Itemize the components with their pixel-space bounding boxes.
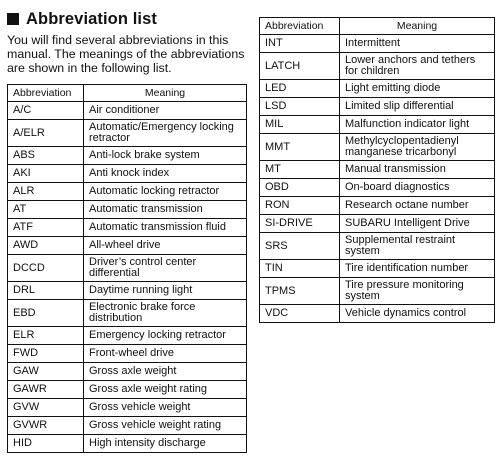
table-row [8, 417, 247, 435]
abbreviation-cell: TIN [260, 260, 340, 278]
table-row [8, 300, 247, 327]
table-row [8, 282, 247, 300]
abbreviation-cell: LATCH [260, 53, 340, 80]
meaning-cell: Automatic locking retractor [84, 183, 247, 201]
table-row [260, 80, 495, 98]
abbreviation-cell: GVWR [8, 417, 84, 435]
abbreviation-cell: MT [260, 161, 340, 179]
meaning-cell: Supplemental restraint system [340, 233, 495, 260]
meaning-cell: Driver’s control center differential [84, 255, 247, 282]
meaning-cell: Tire identification number [340, 260, 495, 278]
meaning-column-header: Meaning [84, 85, 247, 102]
table-row [8, 255, 247, 282]
abbreviation-cell: SRS [260, 233, 340, 260]
meaning-cell: Gross vehicle weight rating [84, 417, 247, 435]
abbreviation-cell: MIL [260, 116, 340, 134]
meaning-cell: Light emitting diode [340, 80, 495, 98]
table-row [260, 98, 495, 116]
abbreviation-cell: ATF [8, 219, 84, 237]
meaning-cell: SUBARU Intelligent Drive [340, 215, 495, 233]
table-row [260, 215, 495, 233]
table-row [260, 116, 495, 134]
abbreviation-cell: GVW [8, 399, 84, 417]
abbreviation-cell: GAW [8, 363, 84, 381]
abbreviation-column-header: Abbreviation [260, 18, 340, 35]
abbreviation-cell: ELR [8, 327, 84, 345]
table-row [8, 327, 247, 345]
meaning-cell: All-wheel drive [84, 237, 247, 255]
table-row [8, 201, 247, 219]
right-column [259, 17, 495, 323]
meaning-cell: Automatic transmission [84, 201, 247, 219]
table-row [8, 381, 247, 399]
abbreviation-cell: GAWR [8, 381, 84, 399]
meaning-column-header: Meaning [340, 18, 495, 35]
table-row [260, 260, 495, 278]
abbreviation-cell: ABS [8, 147, 84, 165]
abbreviation-cell: AWD [8, 237, 84, 255]
abbreviation-cell: AT [8, 201, 84, 219]
abbreviation-column-header: Abbreviation [8, 85, 84, 102]
table-row [8, 237, 247, 255]
meaning-cell: Air conditioner [84, 102, 247, 120]
page-title: Abbreviation list [26, 9, 157, 28]
square-bullet-icon [7, 13, 19, 25]
table-row [260, 197, 495, 215]
intro-paragraph: You will find several abbreviations in this manual. The meanings of the abbreviations are shown in the following list. [7, 33, 245, 75]
abbreviation-cell: HID [8, 435, 84, 453]
table-row [260, 233, 495, 260]
table-row [8, 147, 247, 165]
meaning-cell: Emergency locking retractor [84, 327, 247, 345]
meaning-cell: Gross axle weight [84, 363, 247, 381]
meaning-cell: Methylcyclopentadienyl manganese tricarbonyl [340, 134, 495, 161]
meaning-cell: Research octane number [340, 197, 495, 215]
table-row [8, 120, 247, 147]
abbreviation-cell: A/C [8, 102, 84, 120]
abbreviation-cell: ALR [8, 183, 84, 201]
meaning-cell: On-board diagnostics [340, 179, 495, 197]
meaning-cell: Anti-lock brake system [84, 147, 247, 165]
abbreviation-cell: VDC [260, 305, 340, 323]
abbreviation-cell: LED [260, 80, 340, 98]
meaning-cell: Vehicle dynamics control [340, 305, 495, 323]
meaning-cell: Electronic brake force distribution [84, 300, 247, 327]
table-row [8, 165, 247, 183]
abbreviation-cell: AKI [8, 165, 84, 183]
abbreviation-cell: LSD [260, 98, 340, 116]
meaning-cell: Lower anchors and tethers for children [340, 53, 495, 80]
table-row [8, 102, 247, 120]
table-row [260, 53, 495, 80]
meaning-cell: Gross axle weight rating [84, 381, 247, 399]
abbreviation-cell: INT [260, 35, 340, 53]
section-heading [7, 8, 247, 30]
meaning-cell: Manual transmission [340, 161, 495, 179]
abbreviation-table-left [7, 84, 247, 453]
meaning-cell: Gross vehicle weight [84, 399, 247, 417]
table-row [8, 183, 247, 201]
meaning-cell: Automatic transmission fluid [84, 219, 247, 237]
meaning-cell: Automatic/Emergency locking retractor [84, 120, 247, 147]
abbreviation-cell: FWD [8, 345, 84, 363]
meaning-cell: Daytime running light [84, 282, 247, 300]
table-row [8, 219, 247, 237]
abbreviation-cell: MMT [260, 134, 340, 161]
table-row [8, 399, 247, 417]
table-row [260, 278, 495, 305]
left-column [7, 8, 247, 453]
abbreviation-cell: A/ELR [8, 120, 84, 147]
meaning-cell: Limited slip differential [340, 98, 495, 116]
abbreviation-cell: EBD [8, 300, 84, 327]
abbreviation-cell: DCCD [8, 255, 84, 282]
abbreviation-cell: TPMS [260, 278, 340, 305]
table-row [260, 305, 495, 323]
abbreviation-cell: RON [260, 197, 340, 215]
table-row [8, 345, 247, 363]
meaning-cell: Intermittent [340, 35, 495, 53]
table-row [260, 179, 495, 197]
meaning-cell: Front-wheel drive [84, 345, 247, 363]
meaning-cell: High intensity discharge [84, 435, 247, 453]
table-row [8, 363, 247, 381]
meaning-cell: Malfunction indicator light [340, 116, 495, 134]
abbreviation-cell: DRL [8, 282, 84, 300]
meaning-cell: Anti knock index [84, 165, 247, 183]
abbreviation-cell: SI-DRIVE [260, 215, 340, 233]
table-row [260, 134, 495, 161]
meaning-cell: Tire pressure monitoring system [340, 278, 495, 305]
table-row [260, 161, 495, 179]
table-row [8, 435, 247, 453]
abbreviation-table-right [259, 17, 495, 323]
abbreviation-cell: OBD [260, 179, 340, 197]
table-row [260, 35, 495, 53]
